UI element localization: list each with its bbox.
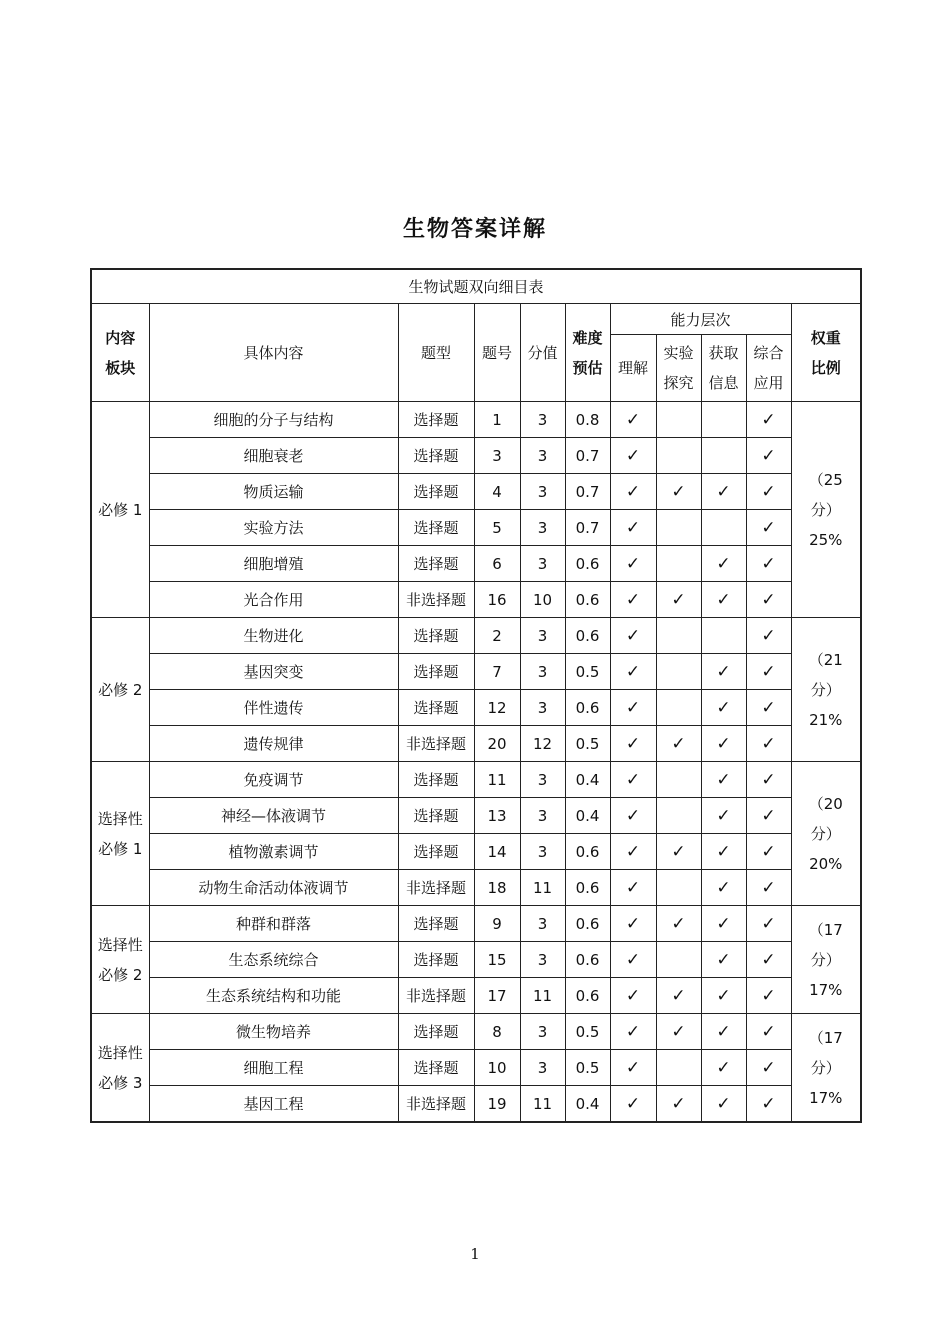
score-cell: 3 [520, 906, 565, 942]
difficulty-cell: 0.6 [565, 582, 610, 618]
difficulty-cell: 0.6 [565, 906, 610, 942]
difficulty-cell: 0.7 [565, 474, 610, 510]
check-information-icon: ✓ [701, 1050, 746, 1086]
check-understand-icon: ✓ [610, 978, 656, 1014]
number-cell: 19 [474, 1086, 520, 1123]
score-cell: 3 [520, 402, 565, 438]
check-experiment-icon: ✓ [656, 906, 701, 942]
check-application-icon: ✓ [746, 402, 791, 438]
number-cell: 3 [474, 438, 520, 474]
difficulty-cell: 0.6 [565, 942, 610, 978]
check-information-icon: ✓ [701, 834, 746, 870]
check-information-icon: ✓ [701, 582, 746, 618]
number-cell: 7 [474, 654, 520, 690]
check-application-icon: ✓ [746, 1050, 791, 1086]
difficulty-cell: 0.5 [565, 654, 610, 690]
number-cell: 11 [474, 762, 520, 798]
check-experiment-empty [656, 618, 701, 654]
header-difficulty: 难度 预估 [565, 304, 610, 402]
check-understand-icon: ✓ [610, 834, 656, 870]
type-cell: 选择题 [398, 474, 474, 510]
check-experiment-empty [656, 438, 701, 474]
check-information-icon: ✓ [701, 654, 746, 690]
difficulty-cell: 0.5 [565, 726, 610, 762]
difficulty-cell: 0.7 [565, 510, 610, 546]
number-cell: 1 [474, 402, 520, 438]
type-cell: 非选择题 [398, 978, 474, 1014]
check-information-empty [701, 618, 746, 654]
check-understand-icon: ✓ [610, 726, 656, 762]
check-information-icon: ✓ [701, 1086, 746, 1123]
score-cell: 3 [520, 438, 565, 474]
header-block: 内容 板块 [91, 304, 149, 402]
check-application-icon: ✓ [746, 438, 791, 474]
check-understand-icon: ✓ [610, 870, 656, 906]
content-cell: 种群和群落 [149, 906, 398, 942]
check-application-icon: ✓ [746, 726, 791, 762]
type-cell: 选择题 [398, 618, 474, 654]
spec-table-body [91, 402, 861, 1123]
check-information-empty [701, 510, 746, 546]
header-ability-application: 综合 应用 [746, 335, 791, 402]
table-row [91, 906, 861, 942]
type-cell: 选择题 [398, 1014, 474, 1050]
difficulty-cell: 0.5 [565, 1050, 610, 1086]
check-application-icon: ✓ [746, 546, 791, 582]
type-cell: 选择题 [398, 402, 474, 438]
table-row [91, 1014, 861, 1050]
check-understand-icon: ✓ [610, 762, 656, 798]
score-cell: 11 [520, 978, 565, 1014]
content-cell: 免疫调节 [149, 762, 398, 798]
score-cell: 11 [520, 1086, 565, 1123]
content-cell: 动物生命活动体液调节 [149, 870, 398, 906]
check-application-icon: ✓ [746, 798, 791, 834]
check-experiment-empty [656, 546, 701, 582]
header-number: 题号 [474, 304, 520, 402]
number-cell: 8 [474, 1014, 520, 1050]
content-cell: 植物激素调节 [149, 834, 398, 870]
check-experiment-empty [656, 762, 701, 798]
check-application-icon: ✓ [746, 870, 791, 906]
check-application-icon: ✓ [746, 762, 791, 798]
table-row [91, 546, 861, 582]
check-information-icon: ✓ [701, 906, 746, 942]
number-cell: 15 [474, 942, 520, 978]
type-cell: 选择题 [398, 834, 474, 870]
content-cell: 遗传规律 [149, 726, 398, 762]
check-application-icon: ✓ [746, 1086, 791, 1123]
check-understand-icon: ✓ [610, 654, 656, 690]
content-cell: 物质运输 [149, 474, 398, 510]
difficulty-cell: 0.5 [565, 1014, 610, 1050]
number-cell: 14 [474, 834, 520, 870]
check-understand-icon: ✓ [610, 690, 656, 726]
page-number: 1 [470, 1245, 480, 1263]
number-cell: 6 [474, 546, 520, 582]
score-cell: 3 [520, 834, 565, 870]
number-cell: 5 [474, 510, 520, 546]
check-information-icon: ✓ [701, 942, 746, 978]
table-row [91, 726, 861, 762]
number-cell: 20 [474, 726, 520, 762]
difficulty-cell: 0.6 [565, 690, 610, 726]
check-understand-icon: ✓ [610, 798, 656, 834]
number-cell: 2 [474, 618, 520, 654]
difficulty-cell: 0.6 [565, 546, 610, 582]
header-ability-understand: 理解 [610, 335, 656, 402]
check-experiment-empty [656, 690, 701, 726]
block-name: 选择性 必修 2 [91, 906, 149, 1014]
table-row [91, 798, 861, 834]
score-cell: 3 [520, 690, 565, 726]
content-cell: 光合作用 [149, 582, 398, 618]
check-experiment-empty [656, 402, 701, 438]
table-row [91, 690, 861, 726]
score-cell: 3 [520, 546, 565, 582]
block-name: 必修 2 [91, 618, 149, 762]
score-cell: 3 [520, 798, 565, 834]
table-caption: 生物试题双向细目表 [91, 269, 861, 304]
number-cell: 4 [474, 474, 520, 510]
check-information-empty [701, 402, 746, 438]
difficulty-cell: 0.7 [565, 438, 610, 474]
table-row [91, 942, 861, 978]
difficulty-cell: 0.6 [565, 618, 610, 654]
page-title: 生物答案详解 [402, 217, 547, 242]
block-name: 必修 1 [91, 402, 149, 618]
check-experiment-icon: ✓ [656, 978, 701, 1014]
check-experiment-empty [656, 510, 701, 546]
check-information-icon: ✓ [701, 726, 746, 762]
content-cell: 基因突变 [149, 654, 398, 690]
check-understand-icon: ✓ [610, 618, 656, 654]
number-cell: 9 [474, 906, 520, 942]
check-understand-icon: ✓ [610, 1014, 656, 1050]
score-cell: 3 [520, 654, 565, 690]
type-cell: 选择题 [398, 1050, 474, 1086]
score-cell: 3 [520, 762, 565, 798]
difficulty-cell: 0.6 [565, 834, 610, 870]
check-understand-icon: ✓ [610, 1086, 656, 1123]
check-application-icon: ✓ [746, 978, 791, 1014]
check-understand-icon: ✓ [610, 510, 656, 546]
spec-table [90, 268, 862, 1123]
check-experiment-empty [656, 654, 701, 690]
table-row [91, 510, 861, 546]
content-cell: 实验方法 [149, 510, 398, 546]
number-cell: 10 [474, 1050, 520, 1086]
table-row [91, 834, 861, 870]
score-cell: 3 [520, 618, 565, 654]
number-cell: 13 [474, 798, 520, 834]
content-cell: 细胞衰老 [149, 438, 398, 474]
number-cell: 17 [474, 978, 520, 1014]
header-content: 具体内容 [149, 304, 398, 402]
weight-cell: （25 分） 25% [791, 402, 861, 618]
type-cell: 选择题 [398, 438, 474, 474]
block-name: 选择性 必修 1 [91, 762, 149, 906]
content-cell: 生态系统综合 [149, 942, 398, 978]
check-experiment-empty [656, 1050, 701, 1086]
check-understand-icon: ✓ [610, 402, 656, 438]
table-row [91, 402, 861, 438]
check-understand-icon: ✓ [610, 582, 656, 618]
weight-cell: （21 分） 21% [791, 618, 861, 762]
type-cell: 非选择题 [398, 726, 474, 762]
content-cell: 细胞的分子与结构 [149, 402, 398, 438]
content-cell: 微生物培养 [149, 1014, 398, 1050]
check-experiment-empty [656, 870, 701, 906]
table-row [91, 582, 861, 618]
check-experiment-icon: ✓ [656, 474, 701, 510]
check-understand-icon: ✓ [610, 906, 656, 942]
table-row [91, 870, 861, 906]
check-application-icon: ✓ [746, 510, 791, 546]
type-cell: 非选择题 [398, 1086, 474, 1123]
check-information-icon: ✓ [701, 474, 746, 510]
difficulty-cell: 0.8 [565, 402, 610, 438]
check-understand-icon: ✓ [610, 546, 656, 582]
check-application-icon: ✓ [746, 618, 791, 654]
score-cell: 3 [520, 510, 565, 546]
difficulty-cell: 0.4 [565, 762, 610, 798]
header-score: 分值 [520, 304, 565, 402]
table-row [91, 654, 861, 690]
check-information-icon: ✓ [701, 762, 746, 798]
table-row [91, 762, 861, 798]
table-row [91, 474, 861, 510]
number-cell: 18 [474, 870, 520, 906]
difficulty-cell: 0.4 [565, 1086, 610, 1123]
table-row [91, 1086, 861, 1123]
check-experiment-icon: ✓ [656, 1086, 701, 1123]
check-experiment-icon: ✓ [656, 726, 701, 762]
check-application-icon: ✓ [746, 690, 791, 726]
score-cell: 11 [520, 870, 565, 906]
content-cell: 生态系统结构和功能 [149, 978, 398, 1014]
content-cell: 伴性遗传 [149, 690, 398, 726]
score-cell: 3 [520, 474, 565, 510]
number-cell: 16 [474, 582, 520, 618]
header-ability: 能力层次 [610, 304, 791, 335]
check-information-icon: ✓ [701, 1014, 746, 1050]
score-cell: 3 [520, 1014, 565, 1050]
check-application-icon: ✓ [746, 834, 791, 870]
content-cell: 细胞增殖 [149, 546, 398, 582]
table-row [91, 438, 861, 474]
check-application-icon: ✓ [746, 582, 791, 618]
check-information-icon: ✓ [701, 798, 746, 834]
type-cell: 选择题 [398, 762, 474, 798]
check-understand-icon: ✓ [610, 438, 656, 474]
type-cell: 选择题 [398, 654, 474, 690]
score-cell: 12 [520, 726, 565, 762]
check-understand-icon: ✓ [610, 942, 656, 978]
type-cell: 选择题 [398, 798, 474, 834]
content-cell: 细胞工程 [149, 1050, 398, 1086]
type-cell: 选择题 [398, 510, 474, 546]
header-ability-experiment: 实验 探究 [656, 335, 701, 402]
check-application-icon: ✓ [746, 906, 791, 942]
block-name: 选择性 必修 3 [91, 1014, 149, 1123]
table-row [91, 618, 861, 654]
weight-cell: （17 分） 17% [791, 1014, 861, 1123]
check-application-icon: ✓ [746, 1014, 791, 1050]
check-information-icon: ✓ [701, 870, 746, 906]
type-cell: 选择题 [398, 942, 474, 978]
number-cell: 12 [474, 690, 520, 726]
type-cell: 选择题 [398, 690, 474, 726]
check-information-icon: ✓ [701, 978, 746, 1014]
check-experiment-icon: ✓ [656, 834, 701, 870]
check-understand-icon: ✓ [610, 474, 656, 510]
score-cell: 3 [520, 942, 565, 978]
check-information-icon: ✓ [701, 546, 746, 582]
type-cell: 非选择题 [398, 582, 474, 618]
weight-cell: （17 分） 17% [791, 906, 861, 1014]
difficulty-cell: 0.6 [565, 870, 610, 906]
content-cell: 生物进化 [149, 618, 398, 654]
table-row [91, 1050, 861, 1086]
check-information-empty [701, 438, 746, 474]
difficulty-cell: 0.6 [565, 978, 610, 1014]
type-cell: 非选择题 [398, 870, 474, 906]
header-weight: 权重 比例 [791, 304, 861, 402]
score-cell: 10 [520, 582, 565, 618]
content-cell: 基因工程 [149, 1086, 398, 1123]
header-type: 题型 [398, 304, 474, 402]
check-application-icon: ✓ [746, 474, 791, 510]
difficulty-cell: 0.4 [565, 798, 610, 834]
check-experiment-empty [656, 942, 701, 978]
check-understand-icon: ✓ [610, 1050, 656, 1086]
check-application-icon: ✓ [746, 654, 791, 690]
type-cell: 选择题 [398, 906, 474, 942]
weight-cell: （20 分） 20% [791, 762, 861, 906]
check-application-icon: ✓ [746, 942, 791, 978]
check-experiment-empty [656, 798, 701, 834]
header-ability-information: 获取 信息 [701, 335, 746, 402]
table-row [91, 978, 861, 1014]
type-cell: 选择题 [398, 546, 474, 582]
content-cell: 神经—体液调节 [149, 798, 398, 834]
check-experiment-icon: ✓ [656, 1014, 701, 1050]
score-cell: 3 [520, 1050, 565, 1086]
check-information-icon: ✓ [701, 690, 746, 726]
check-experiment-icon: ✓ [656, 582, 701, 618]
